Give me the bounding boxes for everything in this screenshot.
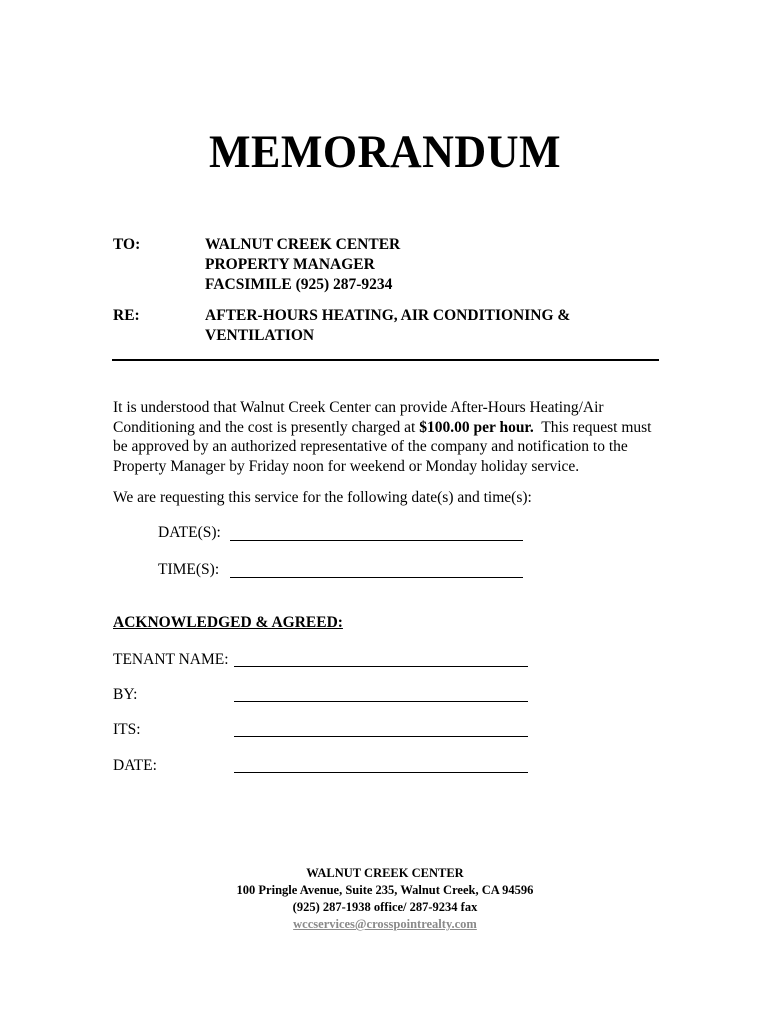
dates-input-line[interactable] bbox=[230, 540, 523, 541]
re-label: RE: bbox=[113, 307, 140, 324]
para1-text-end: This request must be approved by an authorized representative of the company and notification to the Property Manager by Friday noon for weekend or Monday holiday service. bbox=[113, 418, 656, 475]
header-divider bbox=[112, 359, 659, 361]
its-label: ITS: bbox=[113, 721, 141, 738]
footer-phone: (925) 287-1938 office/ 287-9234 fax bbox=[292, 900, 478, 914]
body-paragraph-1 bbox=[113, 398, 656, 476]
body-paragraph-2: We are requesting this service for the following date(s) and time(s): bbox=[113, 489, 532, 506]
to-recipient bbox=[205, 235, 400, 295]
times-label: TIME(S): bbox=[158, 561, 220, 578]
to-label: TO: bbox=[113, 236, 141, 253]
to-line: FACSIMILE (925) 287-9234 bbox=[205, 276, 393, 293]
footer-address: 100 Pringle Avenue, Suite 235, Walnut Creek, CA 94596 bbox=[236, 883, 534, 897]
re-line: AFTER-HOURS HEATING, AIR CONDITIONING & bbox=[205, 307, 571, 324]
acknowledged-heading: ACKNOWLEDGED & AGREED: bbox=[113, 614, 343, 631]
footer-company: WALNUT CREEK CENTER bbox=[306, 866, 464, 880]
by-label: BY: bbox=[113, 686, 138, 703]
dates-label: DATE(S): bbox=[158, 524, 221, 541]
para1-text: It is understood that Walnut Creek Center can provide After-Hours Heating/Air Conditioning and the cost is presently charged at bbox=[113, 399, 604, 436]
footer bbox=[0, 865, 770, 933]
rate-highlight: $100.00 per hour. bbox=[419, 418, 534, 436]
tenant-name-label: TENANT NAME: bbox=[113, 651, 229, 668]
by-input-line[interactable] bbox=[234, 701, 528, 702]
date-input-line[interactable] bbox=[234, 772, 528, 773]
to-line: PROPERTY MANAGER bbox=[205, 256, 375, 273]
tenant-name-input-line[interactable] bbox=[234, 666, 528, 667]
re-line: VENTILATION bbox=[205, 327, 315, 344]
times-input-line[interactable] bbox=[230, 577, 523, 578]
to-line: WALNUT CREEK CENTER bbox=[205, 236, 401, 253]
re-subject bbox=[205, 306, 570, 346]
date-label: DATE: bbox=[113, 757, 157, 774]
memo-title: MEMORANDUM bbox=[208, 125, 562, 178]
footer-email-link[interactable]: wccservices@crosspointrealty.com bbox=[293, 917, 477, 931]
its-input-line[interactable] bbox=[234, 736, 528, 737]
